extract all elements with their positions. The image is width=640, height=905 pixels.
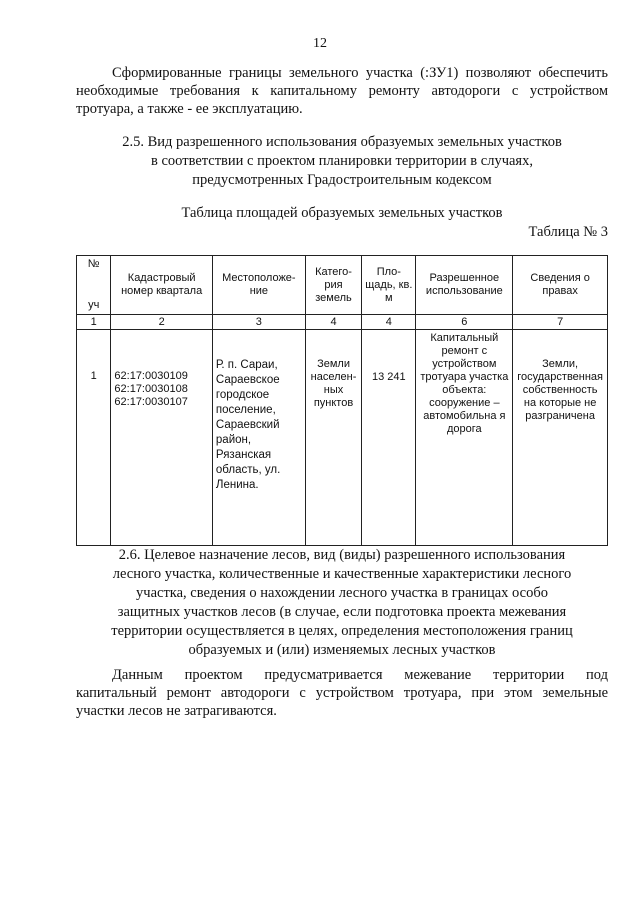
conclusion-line: капитальный ремонт автодороги с устройством тротуара, при этом земельные bbox=[76, 685, 608, 701]
conclusion-paragraph bbox=[76, 666, 608, 720]
header-permitted-use: Разрешенное использование bbox=[416, 256, 513, 315]
page-number: 12 bbox=[313, 36, 327, 51]
header-category: Катего- рия земель bbox=[305, 256, 361, 315]
cadastral-number: 62:17:0030108 bbox=[114, 383, 188, 395]
cell-area: 13 241 bbox=[362, 330, 416, 546]
cell-location: Р. п. Сараи, Сараевское городское поселение, Сараевский район, Рязанская область, ул. Ленина. bbox=[212, 330, 305, 546]
intro-line: необходимые требования к капитальному ремонту автодороги с устройством bbox=[76, 83, 608, 99]
heading-line: образуемых и (или) изменяемых лесных участков bbox=[188, 642, 496, 658]
index-cell: 3 bbox=[212, 315, 305, 330]
intro-line: тротуара, а также - ее эксплуатацию. bbox=[76, 101, 303, 117]
cell-rights: Земли, государственная собственность на которые не разграничена bbox=[513, 330, 608, 546]
index-cell: 6 bbox=[416, 315, 513, 330]
heading-line: 2.5. Вид разрешенного использования образуемых земельных участков bbox=[122, 134, 562, 150]
heading-line: защитных участков лесов (в случае, если подготовка проекта межевания bbox=[117, 604, 567, 620]
index-cell: 4 bbox=[362, 315, 416, 330]
table-row bbox=[77, 330, 608, 546]
header-area: Пло- щадь, кв. м bbox=[362, 256, 416, 315]
index-cell: 1 bbox=[77, 315, 111, 330]
cadastral-number: 62:17:0030107 bbox=[114, 396, 188, 408]
heading-line: в соответствии с проектом планировки территории в случаях, bbox=[151, 153, 533, 169]
header-location: Местоположе- ние bbox=[212, 256, 305, 315]
conclusion-line: Данным проектом предусматривается межевание территории под bbox=[112, 667, 608, 683]
index-cell: 2 bbox=[111, 315, 213, 330]
intro-paragraph bbox=[76, 64, 608, 118]
index-cell: 7 bbox=[513, 315, 608, 330]
cell-category: Земли населен- ных пунктов bbox=[305, 330, 361, 546]
cell-cadastral bbox=[111, 330, 213, 546]
table-number: Таблица № 3 bbox=[528, 224, 608, 240]
intro-line: Сформированные границы земельного участка (:ЗУ1) позволяют обеспечить bbox=[112, 65, 608, 81]
index-cell: 4 bbox=[305, 315, 361, 330]
table-index-row bbox=[77, 315, 608, 330]
heading-line: лесного участка, количественные и качественные характеристики лесного bbox=[112, 566, 572, 582]
cell-permitted-use: Капитальный ремонт с устройством тротуара участка объекта: сооружение – автомобильна я дорога bbox=[416, 330, 513, 546]
heading-line: территории осуществляется в целях, определения местоположения границ bbox=[111, 623, 573, 639]
cadastral-number: 62:17:0030109 bbox=[114, 370, 188, 382]
section-2-6-heading bbox=[76, 546, 608, 660]
section-2-5-heading bbox=[76, 133, 608, 190]
cell-num: 1 bbox=[77, 330, 111, 546]
heading-line: участка, сведения о нахождении лесного участка в границах особо bbox=[136, 585, 548, 601]
table-caption: Таблица площадей образуемых земельных участков bbox=[181, 205, 503, 221]
header-num-bottom: уч bbox=[88, 299, 100, 311]
heading-line: 2.6. Целевое назначение лесов, вид (виды) разрешенного использования bbox=[118, 547, 566, 563]
heading-line: предусмотренных Градостроительным кодексом bbox=[192, 172, 492, 188]
table-header-row bbox=[77, 256, 608, 315]
header-cadastral: Кадастровый номер квартала bbox=[111, 256, 213, 315]
header-rights: Сведения о правах bbox=[513, 256, 608, 315]
header-num bbox=[77, 256, 111, 315]
header-num-top: № bbox=[87, 258, 100, 270]
conclusion-line: участки лесов не затрагиваются. bbox=[76, 703, 277, 719]
land-plot-area-table bbox=[76, 255, 608, 546]
